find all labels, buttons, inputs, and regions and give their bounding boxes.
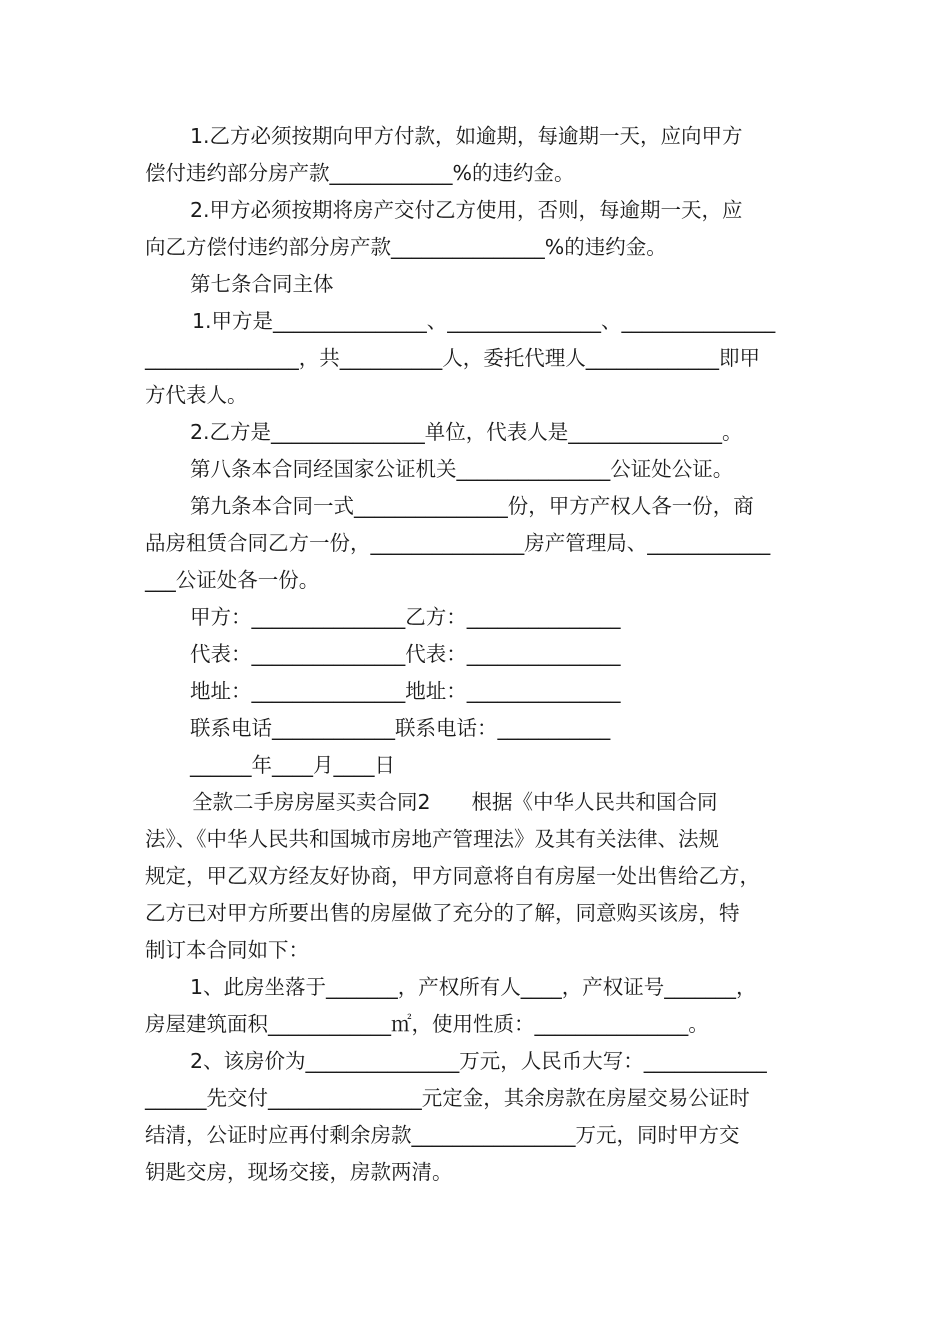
text-line: 向乙方偿付违约部分房产款_______________%的违约金。 (145, 235, 667, 259)
text-line: 第九条本合同一式_______________份，甲方产权人各一份，商 (190, 494, 754, 518)
text-line: 品房租赁合同乙方一份，_______________房产管理局、____________ (145, 531, 771, 555)
text-line: 2.甲方必须按期将房产交付乙方使用，否则，每逾期一天，应 (190, 198, 743, 222)
text-line: _______________，共__________人，委托代理人_____________即甲 (145, 346, 760, 370)
text-line: 2、该房价为_______________万元，人民币大写：____________ (190, 1049, 767, 1073)
text-line: 房屋建筑面积____________㎡，使用性质：_______________。 (145, 1012, 709, 1036)
text-line: 法》、《中华人民共和国城市房地产管理法》及其有关法律、法规 (145, 827, 719, 851)
signature-line: 甲方：_______________乙方：_______________ (190, 605, 621, 629)
text-line: ___公证处各一份。 (145, 568, 320, 592)
text-line: 1.乙方必须按期向甲方付款，如逾期，每逾期一天，应向甲方 (190, 124, 743, 148)
text-line: 全款二手房房屋买卖合同2 根据《中华人民共和国合同 (192, 790, 718, 814)
text-line: 规定，甲乙双方经友好协商，甲方同意将自有房屋一处出售给乙方， (145, 864, 760, 888)
text-line: 1.甲方是_______________、_______________、_______________ (192, 309, 776, 333)
text-line: ______先交付_______________元定金，其余房款在房屋交易公证时 (145, 1086, 750, 1110)
text-line: 结清，公证时应再付剩余房款________________万元，同时甲方交 (145, 1123, 740, 1147)
text-line: 偿付违约部分房产款____________%的违约金。 (145, 161, 575, 185)
text-line: 乙方已对甲方所要出售的房屋做了充分的了解，同意购买该房，特 (145, 901, 740, 925)
text-line: 方代表人。 (145, 383, 248, 407)
text-line: 1、此房坐落于_______，产权所有人____，产权证号_______， (190, 975, 757, 999)
text-line: 制订本合同如下： (145, 938, 309, 962)
signature-line: 代表：_______________代表：_______________ (190, 642, 621, 666)
signature-line: 地址：_______________地址：_______________ (190, 679, 621, 703)
text-line: 2.乙方是_______________单位，代表人是_______________。 (190, 420, 743, 444)
section-heading: 第七条合同主体 (190, 272, 334, 296)
text-line: 第八条本合同经国家公证机关_______________公证处公证。 (190, 457, 734, 481)
date-line: ______年____月____日 (190, 753, 395, 777)
signature-line: 联系电话____________联系电话：___________ (190, 716, 611, 740)
text-line: 钥匙交房，现场交接，房款两清。 (145, 1160, 453, 1184)
